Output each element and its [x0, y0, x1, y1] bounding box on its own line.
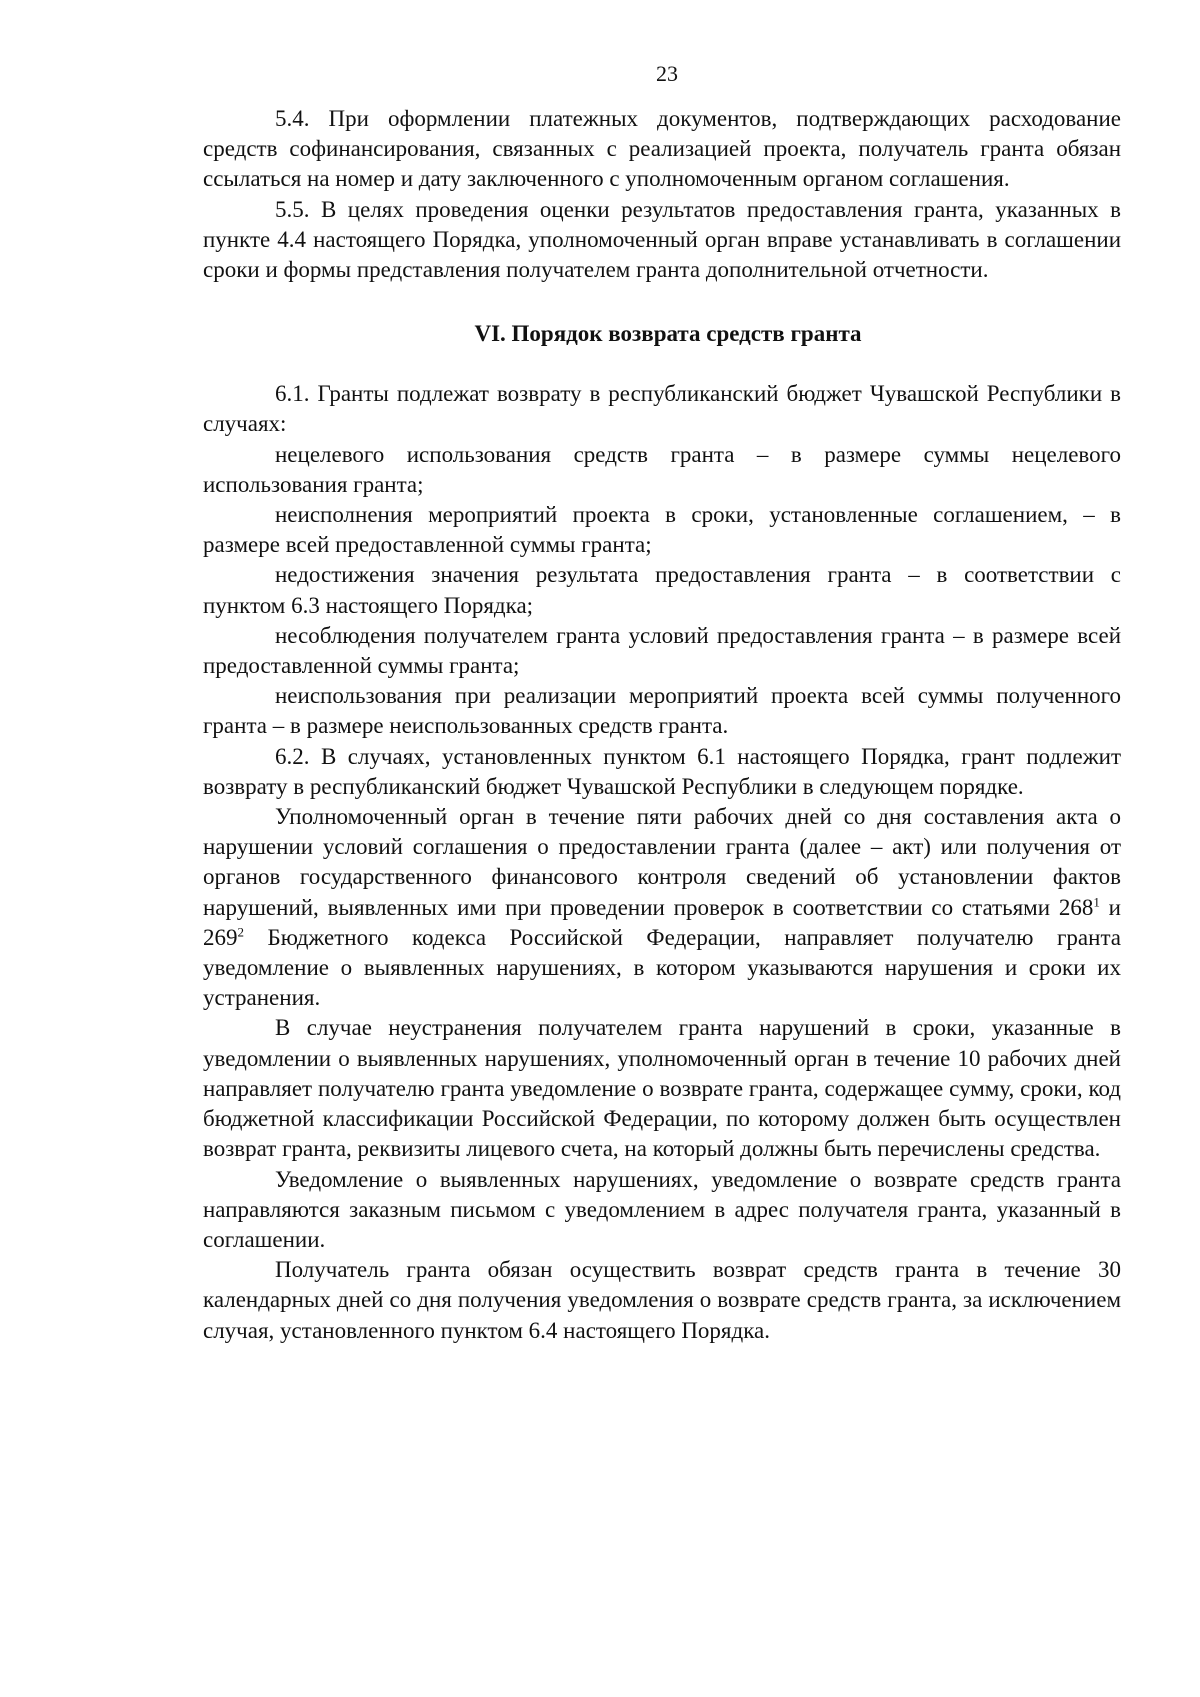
notice-text-part1: Уполномоченный орган в течение пяти рабочих дней со дня составления акта о нарушении условий соглашения о предоставлении гранта (далее – акт) или получения от органов государственного финансового контроля сведений об установлении фактов нарушений, выявленных ими при проведении проверок в соответствии со статьями 268 — [203, 804, 1121, 920]
section-heading: VI. Порядок возврата средств гранта — [474, 321, 862, 347]
notice-text-part2: и 269 — [203, 894, 1121, 950]
list-item-non-use: неиспользования при реализации мероприятий проекта всей суммы полученного гранта – в размере неиспользованных средств гранта. — [203, 683, 1121, 739]
paragraph-non-elimination: В случае неустранения получателем гранта нарушений в сроки, указанные в уведомлении о выявленных нарушениях, уполномоченный орган в течение 10 рабочих дней направляет получателю гранта уведомление о возврате гранта, содержащее сумму, сроки, код бюджетной классификации Российской Федерации, по которому должен быть осуществлен возврат гранта, реквизиты лицевого счета, на который должны быть перечислены средства. — [203, 1015, 1121, 1162]
paragraph-notification-delivery: Уведомление о выявленных нарушениях, уведомление о возврате средств гранта направляются заказным письмом с уведомлением в адрес получателя гранта, указанный в соглашении. — [203, 1166, 1121, 1252]
list-item-misuse: нецелевого использования средств гранта – в размере суммы нецелевого использования гранта; — [203, 441, 1121, 497]
list-item-non-compliance: несоблюдения получателем гранта условий предоставления гранта – в размере всей предоставленной суммы гранта; — [203, 622, 1121, 679]
page-number: 23 — [656, 61, 678, 86]
list-item-non-achievement: недостижения значения результата предоставления гранта – в соответствии с пунктом 6.3 настоящего Порядка; — [203, 562, 1121, 618]
paragraph-notice — [203, 802, 1121, 1013]
paragraph-return-deadline: Получатель гранта обязан осуществить возврат средств гранта в течение 30 календарных дней со дня получения уведомления о возврате средств гранта, за исключением случая, установленного пунктом 6.4 настоящего Порядка. — [203, 1257, 1121, 1343]
superscript-1: 1 — [1093, 894, 1100, 910]
notice-text-part3: Бюджетного кодекса Российской Федерации, направляет получателю гранта уведомление о выявленных нарушениях, в котором указываются нарушения и сроки их устранения. — [203, 924, 1121, 1011]
paragraph-6-1: 6.1. Гранты подлежат возврату в республиканский бюджет Чувашской Республики в случаях: — [203, 381, 1121, 437]
list-item-non-execution: неисполнения мероприятий проекта в сроки, установленные соглашением, – в размере всей предоставленной суммы гранта; — [203, 502, 1121, 558]
document-page — [203, 58, 1121, 1346]
paragraph-5-5: 5.5. В целях проведения оценки результатов предоставления гранта, указанных в пункте 4.4 настоящего Порядка, уполномоченный орган вправе устанавливать в соглашении сроки и формы представления получателем гранта дополнительной отчетности. — [203, 196, 1121, 283]
paragraph-6-2: 6.2. В случаях, установленных пунктом 6.1 настоящего Порядка, грант подлежит возврату в республиканский бюджет Чувашской Республики в следующем порядке. — [203, 743, 1121, 799]
superscript-2: 2 — [237, 924, 244, 940]
paragraph-5-4: 5.4. При оформлении платежных документов, подтверждающих расходование средств софинансирования, связанных с реализацией проекта, получатель гранта обязан ссылаться на номер и дату заключенного с уполномоченным органом соглашения. — [203, 106, 1121, 192]
